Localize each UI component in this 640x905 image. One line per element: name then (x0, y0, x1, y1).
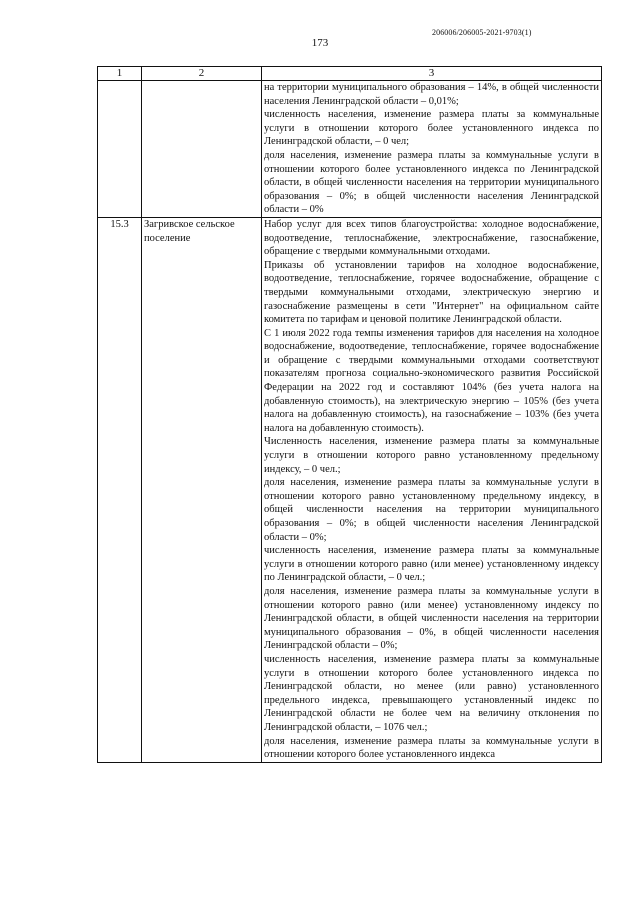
row-number: 15.3 (98, 217, 142, 762)
paragraph: Набор услуг для всех типов благоустройства: холодное водоснабжение, водоотведение, теплоснабжение, электроснабжение, газоснабжение, обращение с твердыми коммунальными отходами. (264, 218, 599, 258)
settlement-name: Загривское сельское поселение (142, 217, 262, 762)
document-id: 206006/206005-2021-9703(1) (432, 28, 532, 37)
paragraph: доля населения, изменение размера платы за коммунальные услуги в отношении которого равно установленному предельному индексу, в общей численности населения на территории муниципального образования – 0%; в общей численности населения Ленинградской области – 0%; (264, 477, 599, 543)
data-table (97, 66, 602, 763)
paragraph: доля населения, изменение размера платы за коммунальные услуги в отношении которого равно (или менее) установленному индексу по Ленинградской области, в общей численности населения на территории муниципального образования – 0%, в общей численности населения Ленинградской области – 0%; (264, 585, 599, 652)
paragraph: доля населения, изменение размера платы за коммунальные услуги в отношении которого более установленного индекса (264, 735, 599, 761)
paragraph: численность населения, изменение размера платы за коммунальные услуги в отношении которого более установленного индекса по Ленинградской области, но менее (или равно) установленного предельного индекса, превышающего установленный индекс по Ленинградской области не более чем на величину отклонения по Ленинградской области, – 1076 чел.; (264, 653, 599, 733)
paragraph: численность населения, изменение размера платы за коммунальные услуги в отношении которого равно (или менее) установленному индексу по Ленинградской области, – 0 чел.; (264, 545, 599, 584)
empty-number-cell (98, 81, 142, 218)
paragraph: численность населения, изменение размера платы за коммунальные услуги в отношении которого более установленного индекса по Ленинградской области, – 0 чел; (264, 109, 599, 148)
column-header: 3 (262, 67, 602, 81)
paragraph: доля населения, изменение размера платы за коммунальные услуги в отношении которого более установленного индекса по Ленинградской области, в общей численности населения на территории муниципального образования – 0%; в общей численности населения Ленинградской области – 0% (264, 149, 599, 216)
description-cell (262, 81, 602, 218)
table-header-row (98, 67, 602, 81)
paragraph: Численность населения, изменение размера платы за коммунальные услуги в отношении которого равно установленному предельному индексу, – 0 чел.; (264, 436, 599, 475)
description-cell (262, 217, 602, 762)
column-header: 1 (98, 67, 142, 81)
empty-name-cell (142, 81, 262, 218)
page-number: 173 (311, 37, 329, 49)
paragraph: Приказы об установлении тарифов на холодное водоснабжение, водоотведение, теплоснабжение, горячее водоснабжение, обращение с твердыми коммунальными отходами, электрическую энергию и газоснабжение размещены в сети "Интернет" на официальном сайте комитета по тарифам и ценовой политике Ленинградской области. (264, 259, 599, 326)
paragraph: С 1 июля 2022 года темпы изменения тарифов для населения на холодное водоснабжение, водоотведение, теплоснабжение, горячее водоснабжение и обращение с твердыми коммунальными отходами соответствуют показателям прогноза социально-экономического развития Российской Федерации на 2022 год и составляют 104% (без учета налога на добавленную стоимость), на электрическую энергию – 105% (без учета налога на добавленную стоимость), на газоснабжение – 103% (без учета налога на добавленную стоимость). (264, 327, 599, 434)
paragraph: на территории муниципального образования – 14%, в общей численности населения Ленинградской области – 0,01%; (264, 82, 599, 107)
table-row (98, 217, 602, 762)
column-header: 2 (142, 67, 262, 81)
table-row-continued (98, 81, 602, 218)
